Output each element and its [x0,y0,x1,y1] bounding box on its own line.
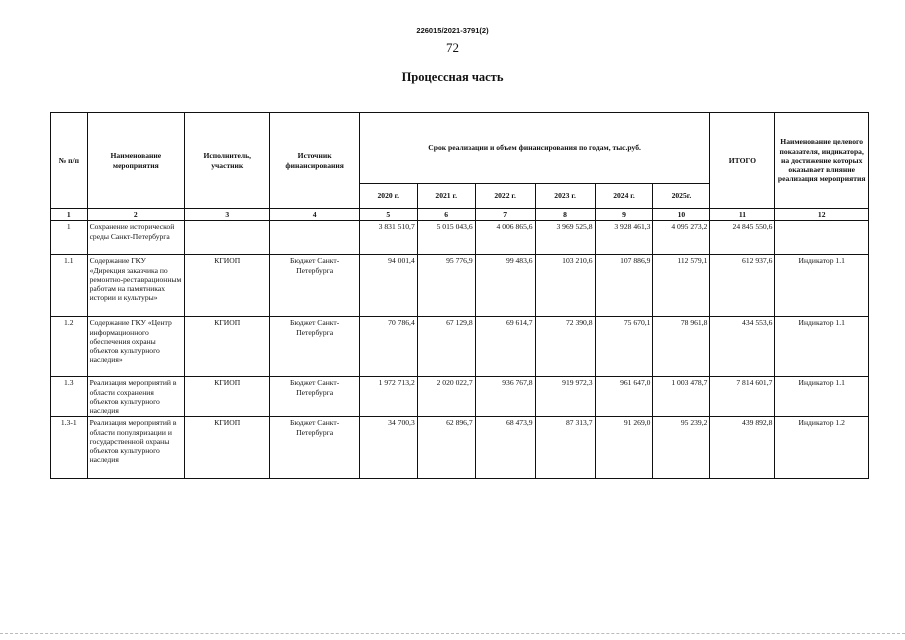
section-title: Процессная часть [401,70,504,84]
header-year: 2023 г. [535,184,595,209]
header-num: № п/п [51,113,88,209]
row-indicator [775,221,869,255]
scan-artifact-line [0,633,905,635]
row-source [270,221,359,255]
row-value-2025: 112 579,1 [653,255,710,317]
row-value-2020: 94 001,4 [359,255,417,317]
column-number: 9 [595,209,653,221]
column-number: 3 [185,209,270,221]
row-num: 1.1 [51,255,88,317]
row-value-2020: 1 972 713,2 [359,377,417,417]
column-number: 11 [710,209,775,221]
row-value-2022: 4 006 865,6 [475,221,535,255]
row-executor: КГИОП [185,417,270,479]
row-value-2022: 68 473,9 [475,417,535,479]
table-row [51,317,869,377]
row-value-2021: 2 020 022,7 [417,377,475,417]
table-row [51,377,869,417]
table-row [51,255,869,317]
row-total: 612 937,6 [710,255,775,317]
row-value-2021: 62 896,7 [417,417,475,479]
row-source: Бюджет Санкт-Петербурга [270,417,359,479]
row-indicator: Индикатор 1.1 [775,377,869,417]
column-number: 7 [475,209,535,221]
row-value-2024: 961 647,0 [595,377,653,417]
header-year: 2025г. [653,184,710,209]
header-year: 2020 г. [359,184,417,209]
row-value-2023: 103 210,6 [535,255,595,317]
row-indicator: Индикатор 1.1 [775,255,869,317]
row-value-2023: 87 313,7 [535,417,595,479]
row-source: Бюджет Санкт-Петербурга [270,317,359,377]
column-number: 12 [775,209,869,221]
row-indicator: Индикатор 1.1 [775,317,869,377]
row-total: 24 845 550,6 [710,221,775,255]
row-activity-name: Содержание ГКУ «Центр информационного обеспечения охраны объектов культурного наследия» [87,317,185,377]
row-indicator: Индикатор 1.2 [775,417,869,479]
row-value-2025: 4 095 273,2 [653,221,710,255]
header-indicator: Наименование целевого показателя, индикатора, на достижение которых оказывает влияние реализация мероприятия [775,113,869,209]
row-total: 7 814 601,7 [710,377,775,417]
column-number: 5 [359,209,417,221]
row-source: Бюджет Санкт-Петербурга [270,377,359,417]
row-value-2024: 91 269,0 [595,417,653,479]
row-activity-name: Реализация мероприятий в области сохранения объектов культурного наследия [87,377,185,417]
row-value-2020: 3 831 510,7 [359,221,417,255]
row-value-2021: 67 129,8 [417,317,475,377]
row-value-2025: 78 961,8 [653,317,710,377]
column-number: 1 [51,209,88,221]
row-value-2024: 3 928 461,3 [595,221,653,255]
row-value-2023: 919 972,3 [535,377,595,417]
table-row [51,221,869,255]
header-year: 2022 г. [475,184,535,209]
row-value-2025: 95 239,2 [653,417,710,479]
table-row [51,417,869,479]
header-executor: Исполнитель, участник [185,113,270,209]
row-num: 1 [51,221,88,255]
header-year: 2024 г. [595,184,653,209]
row-activity-name: Содержание ГКУ «Дирекция заказчика по ремонтно-реставрационным работам на памятниках истории и культуры» [87,255,185,317]
header-period: Срок реализации и объем финансирования по годам, тыс.руб. [359,113,710,184]
row-total: 439 892,8 [710,417,775,479]
row-executor [185,221,270,255]
row-value-2020: 34 700,3 [359,417,417,479]
row-value-2024: 75 670,1 [595,317,653,377]
page-number: 72 [446,40,459,55]
row-value-2022: 936 767,8 [475,377,535,417]
row-executor: КГИОП [185,377,270,417]
column-number: 4 [270,209,359,221]
row-executor: КГИОП [185,317,270,377]
row-source: Бюджет Санкт-Петербурга [270,255,359,317]
column-number: 2 [87,209,185,221]
header-year: 2021 г. [417,184,475,209]
row-total: 434 553,6 [710,317,775,377]
row-activity-name: Сохранение исторической среды Санкт-Петербурга [87,221,185,255]
column-number: 6 [417,209,475,221]
column-number: 8 [535,209,595,221]
document-id: 226015/2021-3791(2) [416,26,489,35]
header-name: Наименование мероприятия [87,113,185,209]
row-value-2022: 99 483,6 [475,255,535,317]
header-total: ИТОГО [710,113,775,209]
header-source: Источник финансирования [270,113,359,209]
column-number: 10 [653,209,710,221]
row-num: 1.2 [51,317,88,377]
row-num: 1.3 [51,377,88,417]
row-value-2021: 5 015 043,6 [417,221,475,255]
row-value-2022: 69 614,7 [475,317,535,377]
row-value-2025: 1 003 478,7 [653,377,710,417]
row-value-2023: 3 969 525,8 [535,221,595,255]
row-value-2021: 95 776,9 [417,255,475,317]
row-value-2023: 72 390,8 [535,317,595,377]
row-executor: КГИОП [185,255,270,317]
row-value-2020: 70 786,4 [359,317,417,377]
financing-table [50,112,869,479]
column-number-row [51,209,869,221]
header-row [51,113,869,184]
row-num: 1.3-1 [51,417,88,479]
row-activity-name: Реализация мероприятий в области популяризации и государственной охраны объектов культурного наследия [87,417,185,479]
row-value-2024: 107 886,9 [595,255,653,317]
